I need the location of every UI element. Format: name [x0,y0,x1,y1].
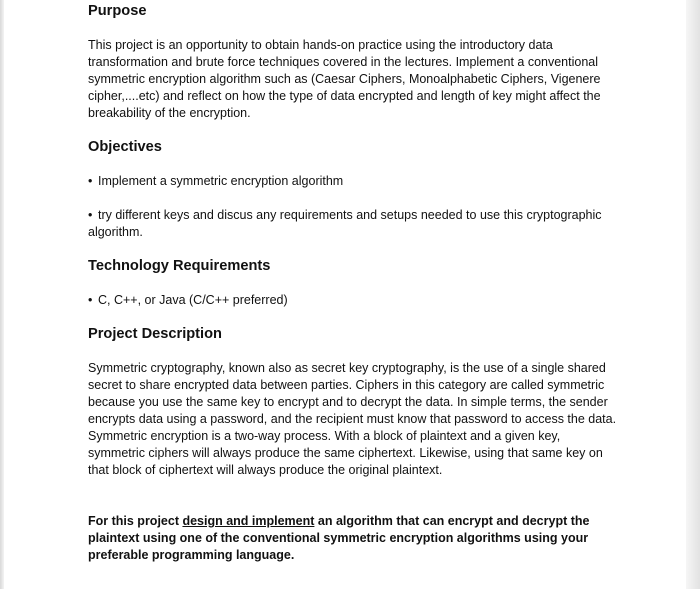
page-shadow-right [686,0,700,589]
page-shadow-left [0,0,4,589]
description-paragraph-1: Symmetric cryptography, known also as secret key cryptography, is the use of a single shared secret to share encrypted data between parties. Ciphers in this category are called symmetric because you use the same key to encrypt and to decrypt the data. In simple terms, the sender encrypts data using a password, and the recipient must know that password to access the data. [88,361,617,426]
technology-heading: Technology Requirements [88,258,271,274]
bullet-icon: • [88,174,93,188]
technology-item [88,292,618,309]
description-heading: Project Description [88,326,222,342]
document-page [88,0,618,564]
purpose-paragraph: This project is an opportunity to obtain hands-on practice using the introductory data transformation and brute force techniques covered in the lectures. Implement a conventional symmetric encryption algorithm such as (Caesar Ciphers, Monoalphabetic Ciphers, Vigenere cipher,....etc) and reflect on how the type of data encrypted and length of key might affect the breakability of the encryption. [88,38,601,120]
bullet-icon: • [88,293,93,307]
bullet-icon: • [88,208,93,222]
objective-item [88,173,618,190]
description-paragraph-2: Symmetric encryption is a two-way process. With a block of plaintext and a given key, symmetric ciphers will always produce the same ciphertext. Likewise, using that same key on that block of ciphertext will always produce the original plaintext. [88,429,603,477]
task-suffix: an algorithm that can encrypt and decrypt the plaintext using one of the conventional symmetric encryption algorithms using your preferable programming language. [88,514,590,562]
technology-text: C, C++, or Java (C/C++ preferred) [98,293,288,307]
objective-text: try different keys and discus any requirements and setups needed to use this cryptographic algorithm. [88,208,602,239]
purpose-heading: Purpose [88,3,147,19]
objectives-heading: Objectives [88,139,162,155]
objective-text: Implement a symmetric encryption algorithm [98,174,344,188]
task-emphasis: design and implement [182,514,315,528]
task-prefix: For this project [88,514,183,528]
task-statement [88,513,618,564]
objective-item [88,207,618,241]
